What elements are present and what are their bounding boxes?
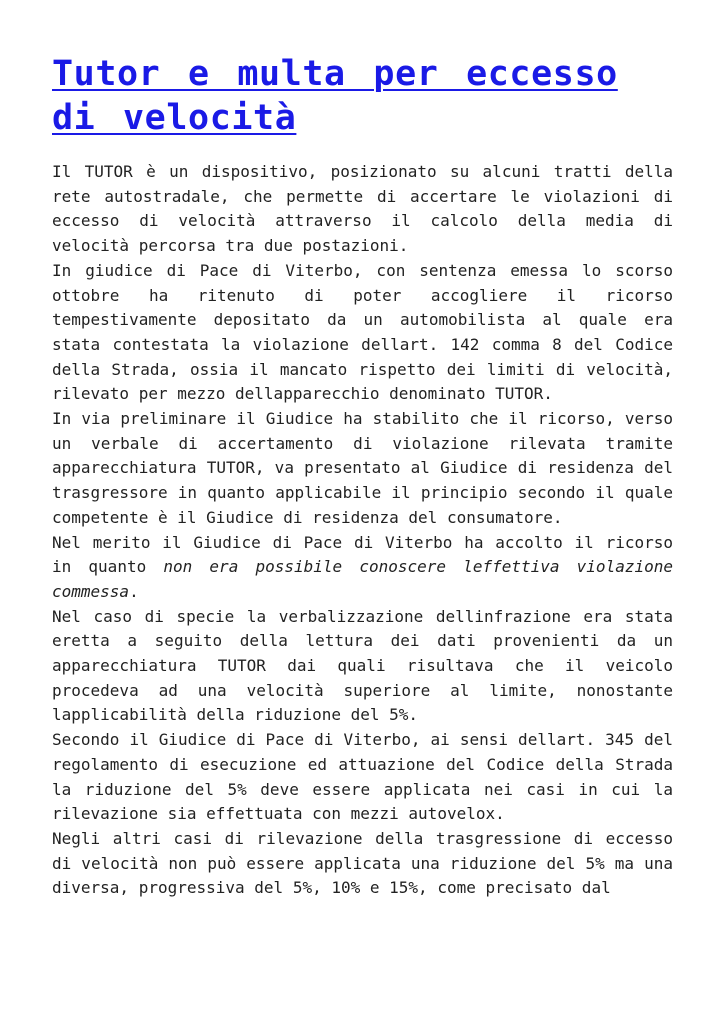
- paragraph-merit-quote: non era possibile conoscere leffettiva violazione commessa: [52, 557, 673, 601]
- paragraph-merit: [52, 531, 673, 605]
- article-body: [52, 160, 673, 901]
- paragraph-competent-judge: In via preliminare il Giudice ha stabilito che il ricorso, verso un verbale di accertamento di violazione rilevata tramite apparecchiatura TUTOR, va presentato al Giudice di residenza del trasgressore in quanto applicabile il principio secondo il quale competente è il Giudice di residenza del consumatore.: [52, 409, 673, 527]
- paragraph-case-details: Nel caso di specie la verbalizzazione dellinfrazione era stata eretta a seguito della lettura dei dati provenienti da un apparecchiatura TUTOR dai quali risultava che il veicolo procedeva ad una velocità superiore al limite, nonostante lapplicabilità della riduzione del 5%.: [52, 606, 673, 725]
- article-title-link[interactable]: Tutor e multa per eccesso di velocità: [52, 54, 618, 138]
- paragraph-merit-text: Nel merito il Giudice di Pace di Viterbo ha accolto il ricorso in quanto: [52, 532, 673, 577]
- paragraph-art-345: Secondo il Giudice di Pace di Viterbo, ai sensi dellart. 345 del regolamento di esecuzione ed attuazione del Codice della Strada la riduzione del 5% deve essere applicata nei casi in cui la rilevazione sia effettuata con mezzi autovelox.: [52, 730, 673, 824]
- paragraph-other-cases: Negli altri casi di rilevazione della trasgressione di eccesso di velocità non può essere applicata una riduzione del 5% ma una diversa, progressiva del 5%, 10% e 15%, come precisato dal: [52, 828, 673, 898]
- document-page: [52, 52, 673, 901]
- paragraph-merit-end: .: [129, 581, 139, 601]
- paragraph-viterbo-ruling: In giudice di Pace di Viterbo, con sentenza emessa lo scorso ottobre ha ritenuto di poter accogliere il ricorso tempestivamente depositato da un automobilista al quale era stata contestata la violazione dellart. 142 comma 8 del Codice della Strada, ossia il mancato rispetto dei limiti di velocità, rilevato per mezzo dellapparecchio denominato TUTOR.: [52, 260, 673, 404]
- paragraph-tutor-definition: Il TUTOR è un dispositivo, posizionato su alcuni tratti della rete autostradale, che permette di accertare le violazioni di eccesso di velocità attraverso il calcolo della media di velocità percorsa tra due postazioni.: [52, 162, 673, 256]
